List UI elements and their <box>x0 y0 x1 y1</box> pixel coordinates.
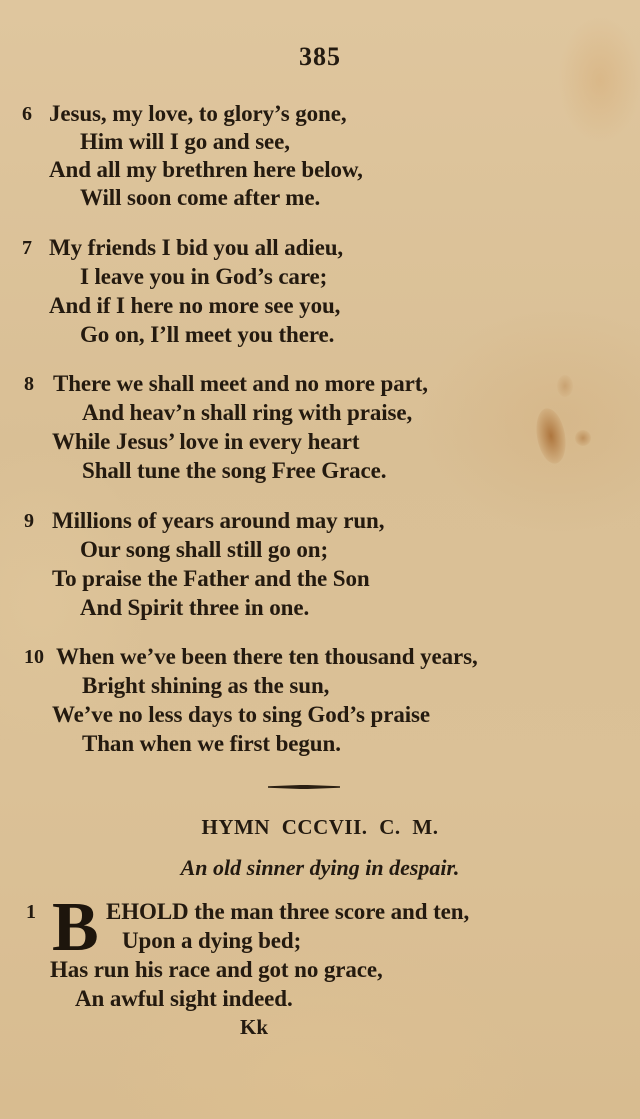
verse-line: Millions of years around may run, <box>52 508 385 533</box>
verse-line: My friends I bid you all adieu, <box>49 235 344 260</box>
verse-line: Him will I go and see, <box>80 129 290 154</box>
verse-line: There we shall meet and no more part, <box>53 371 428 396</box>
verse-line: When we’ve been there ten thousand years, <box>56 644 478 669</box>
verse-line: Jesus, my love, to glory’s gone, <box>49 101 347 126</box>
printer-signature-mark: Kk <box>240 1015 269 1039</box>
verse-line: Our song shall still go on; <box>80 537 329 562</box>
verse-line: To praise the Father and the Son <box>52 566 370 591</box>
paper-stain <box>532 406 569 466</box>
paper-stain <box>575 430 591 446</box>
verse-line: Shall tune the song Free Grace. <box>82 458 387 483</box>
verse-line: While Jesus’ love in every heart <box>52 429 360 454</box>
verse-line: EHOLD the man three score and ten, <box>106 899 470 924</box>
verse-number: 7 <box>22 237 32 259</box>
hymn-title: HYMN CCCVII. C. M. <box>201 815 439 839</box>
verse-number: 8 <box>24 373 34 395</box>
verse-number: 9 <box>24 510 34 532</box>
section-divider <box>268 785 340 789</box>
verse-line: Will soon come after me. <box>80 185 321 210</box>
verse-number: 1 <box>26 901 36 923</box>
verse-line: Than when we first begun. <box>82 731 341 756</box>
verse-line: I leave you in God’s care; <box>80 264 328 289</box>
verse-line: Go on, I’ll meet you there. <box>80 322 335 347</box>
verse-line: And if I here no more see you, <box>49 293 341 318</box>
paper-stain <box>557 375 573 397</box>
verse-line: Bright shining as the sun, <box>82 673 330 698</box>
verse-line: An awful sight indeed. <box>75 986 293 1011</box>
verse-line: And all my brethren here below, <box>49 157 363 182</box>
drop-cap: B <box>52 889 99 966</box>
verse-number: 6 <box>22 103 32 125</box>
page-number: 385 <box>299 42 341 71</box>
verse-number: 10 <box>24 646 44 668</box>
verse-line: And heav’n shall ring with praise, <box>82 400 413 425</box>
verse-line: And Spirit three in one. <box>80 595 310 620</box>
hymn-subtitle: An old sinner dying in despair. <box>180 855 460 880</box>
verse-line: We’ve no less days to sing God’s praise <box>52 702 430 727</box>
verse-line: Has run his race and got no grace, <box>50 957 383 982</box>
verse-line: Upon a dying bed; <box>122 928 302 953</box>
